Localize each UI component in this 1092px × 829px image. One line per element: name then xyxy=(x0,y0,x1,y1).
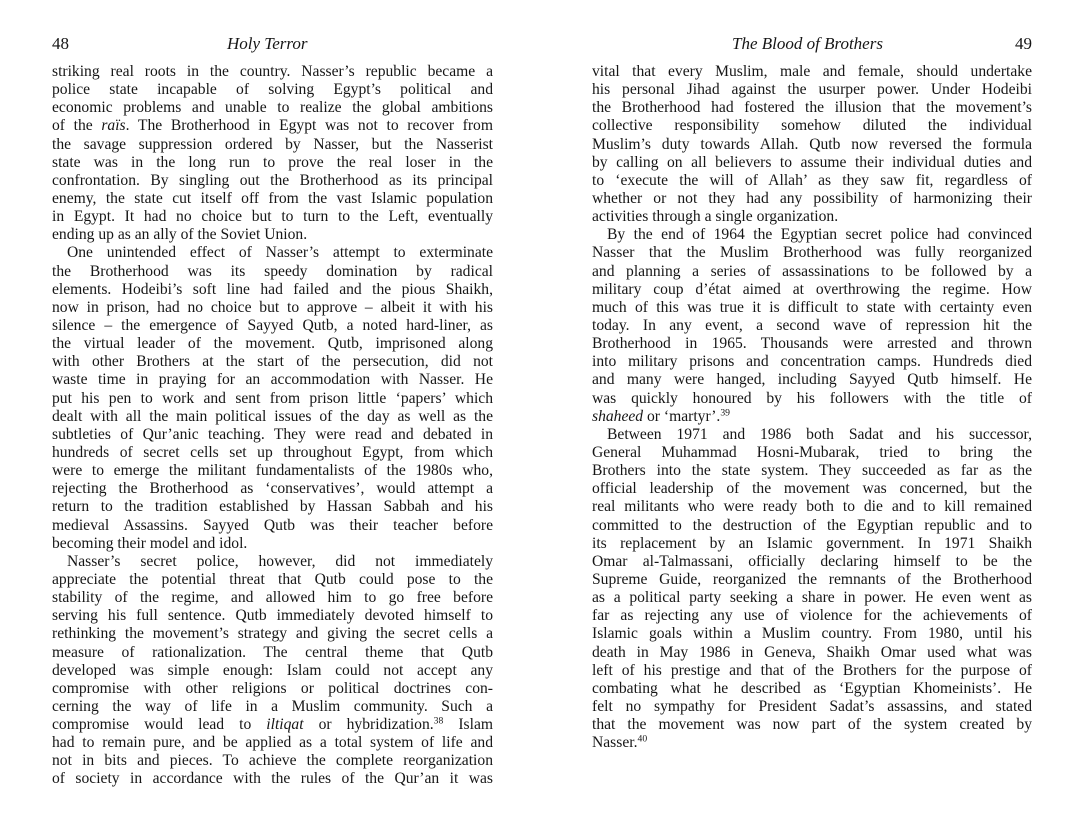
left-text-line xyxy=(52,136,493,154)
right-text-line xyxy=(592,462,1032,480)
right-text-line xyxy=(592,498,1032,516)
left-text-line xyxy=(52,517,493,535)
right-text-line xyxy=(592,408,1032,426)
line-text: collective responsibility somehow diluted the individual xyxy=(592,117,1032,135)
right-text-line xyxy=(592,644,1032,662)
right-text-line xyxy=(592,444,1032,462)
line-text: measure of rationalization. The central theme that Qutb xyxy=(52,643,493,661)
line-text: return to the tradition established by Hassan Sabbah and his xyxy=(52,498,493,516)
line-text: that the movement was now part of the system created by xyxy=(592,716,1032,734)
line-text: enemy, the state cut itself off from the vast Islamic population xyxy=(52,189,493,207)
footnote-ref: 40 xyxy=(637,734,648,745)
left-text-line xyxy=(52,662,493,680)
left-page-header xyxy=(52,34,493,58)
line-text: much of this was true it is difficult to state with certainty even xyxy=(592,298,1032,316)
line-text: cerning the way of life in a Muslim community. Such a xyxy=(52,697,493,715)
line-text: the Brotherhood had fostered the illusion that the movement’s xyxy=(592,99,1032,117)
line-text: combating what he described as ‘Egyptian Khomeinists’. He xyxy=(592,679,1032,697)
line-text: whether or not they had any possibility of harmonizing their xyxy=(592,189,1032,207)
left-text-line xyxy=(52,644,493,662)
line-text: General Muhammad Hosni-Mubarak, tried to bring the xyxy=(592,443,1032,461)
right-text-line xyxy=(592,371,1032,389)
line-text: stability of the regime, and allowed him to go free before xyxy=(52,589,493,607)
line-text: Nasser’s secret police, however, did not immediately xyxy=(67,552,493,570)
left-text-line xyxy=(52,716,493,734)
right-text-line xyxy=(592,625,1032,643)
line-text: felt no sympathy for President Sadat’s assassins, and stated xyxy=(592,697,1032,715)
line-text: Islamic goals within a Muslim country. From 1980, until his xyxy=(592,625,1032,643)
line-text: not in bits and pieces. To achieve the complete reorganization xyxy=(52,752,493,770)
right-text-line xyxy=(592,662,1032,680)
line-text: dealt with all the main political issues of the day as well as the xyxy=(52,407,493,425)
left-text-line xyxy=(52,571,493,589)
left-text-line xyxy=(52,607,493,625)
left-text-line xyxy=(52,734,493,752)
line-text: of the raïs. The Brotherhood in Egypt was not to recover from xyxy=(52,117,493,135)
right-text-line xyxy=(592,553,1032,571)
line-text: Nasser that the Muslim Brotherhood was fully reorganized xyxy=(592,244,1032,262)
right-text-line xyxy=(592,571,1032,589)
right-text-line xyxy=(592,535,1032,553)
right-text-line xyxy=(592,734,1032,752)
left-text-line xyxy=(52,281,493,299)
right-text-line xyxy=(592,480,1032,498)
line-text: the virtual leader of the movement. Qutb, imprisoned along xyxy=(52,335,493,353)
right-text-line xyxy=(592,172,1032,190)
line-text: left of his prestige and that of the Brothers for the purpose of xyxy=(592,661,1032,679)
left-text-line xyxy=(52,444,493,462)
line-text: appreciate the potential threat that Qutb could pose to the xyxy=(52,570,493,588)
right-text-line xyxy=(592,208,1032,226)
left-text-line xyxy=(52,335,493,353)
left-text-line xyxy=(52,390,493,408)
right-text-line xyxy=(592,136,1032,154)
line-text: real militants who were ready both to die and to kill remained xyxy=(592,498,1032,516)
line-text: hundreds of secret cells set up throughout Egypt, from which xyxy=(52,443,493,461)
line-text: becoming their model and idol. xyxy=(52,534,248,552)
line-text: put his pen to work and sent from prison little ‘papers’ which xyxy=(52,389,493,407)
left-text-line xyxy=(52,244,493,262)
line-text: serving his full sentence. Qutb immediately devoted himself to xyxy=(52,607,493,625)
line-text: rethinking the movement’s strategy and giving the secret cells a xyxy=(52,625,493,643)
left-text-line xyxy=(52,498,493,516)
left-text-line xyxy=(52,226,493,244)
line-text: Nasser. xyxy=(592,734,638,752)
left-text-line xyxy=(52,408,493,426)
left-text-line xyxy=(52,299,493,317)
right-text-line xyxy=(592,63,1032,81)
left-text-line xyxy=(52,154,493,172)
line-text: Muslim’s duty towards Allah. Qutb now reversed the formula xyxy=(592,135,1032,153)
line-text: medieval Assassins. Sayyed Qutb was their teacher before xyxy=(52,516,493,534)
line-text: Supreme Guide, reorganized the remnants of the Brotherhood xyxy=(592,570,1032,588)
line-text: striking real roots in the country. Nasser’s republic became a xyxy=(52,63,493,80)
line-text: the savage suppression ordered by Nasser, but the Nasserist xyxy=(52,135,493,153)
right-text-line xyxy=(592,698,1032,716)
right-text-line xyxy=(592,335,1032,353)
right-text-line xyxy=(592,317,1032,335)
right-text-line xyxy=(592,281,1032,299)
left-text-line xyxy=(52,625,493,643)
right-text-line xyxy=(592,353,1032,371)
line-text: as a political party seeking a share in power. He even went as xyxy=(592,589,1032,607)
right-text-line xyxy=(592,716,1032,734)
line-text: vital that every Muslim, male and female, should undertake xyxy=(592,63,1032,80)
line-text: to ‘execute the will of Allah’ as they saw fit, regardless of xyxy=(592,171,1032,189)
left-text-line xyxy=(52,117,493,135)
line-text: far as rejecting any use of violence for the achievements of xyxy=(592,607,1032,625)
left-text-line xyxy=(52,263,493,281)
line-text: official leadership of the movement was concerned, but the xyxy=(592,480,1032,498)
line-text: silence – the emergence of Sayyed Qutb, a noted hard-liner, as xyxy=(52,316,493,334)
right-text-line xyxy=(592,426,1032,444)
left-text-line xyxy=(52,353,493,371)
right-text-line xyxy=(592,190,1032,208)
right-text-line xyxy=(592,99,1032,117)
line-text: into military prisons and concentration camps. Hundreds died xyxy=(592,353,1032,371)
right-text-line xyxy=(592,154,1032,172)
line-text: with other Brothers at the start of the persecution, did not xyxy=(52,353,493,371)
line-text: police state incapable of solving Egypt’s political and xyxy=(52,81,493,99)
left-text-line xyxy=(52,317,493,335)
left-text-line xyxy=(52,63,493,81)
footnote-ref: 38 xyxy=(433,716,444,727)
line-text: had to remain pure, and be applied as a total system of life and xyxy=(52,734,493,752)
line-text: was quickly honoured by his followers with the title of xyxy=(592,389,1032,407)
line-text: Between 1971 and 1986 both Sadat and his successor, xyxy=(607,425,1032,443)
line-text: subtleties of Qur’anic teaching. They were read and debated in xyxy=(52,425,493,443)
left-page xyxy=(52,0,493,829)
left-text-line xyxy=(52,172,493,190)
line-text: and many were hanged, including Sayyed Qutb himself. He xyxy=(592,371,1032,389)
line-text: in Egypt. It had no choice but to turn to the Left, eventually xyxy=(52,208,493,226)
line-text: ending up as an ally of the Soviet Union. xyxy=(52,226,308,244)
right-text-line xyxy=(592,263,1032,281)
line-text: death in May 1986 in Geneva, Shaikh Omar used what was xyxy=(592,643,1032,661)
line-text: committed to the destruction of the Egyptian republic and to xyxy=(592,516,1032,534)
right-page-number: 49 xyxy=(1015,34,1032,53)
line-text: Omar al-Talmassani, officially declaring himself to be the xyxy=(592,552,1032,570)
left-text-line xyxy=(52,208,493,226)
line-text: were to emerge the militant fundamentalists of the 1980s who, xyxy=(52,462,493,480)
line-text: confrontation. By singling out the Brotherhood as its principal xyxy=(52,171,493,189)
left-text-line xyxy=(52,426,493,444)
line-text: By the end of 1964 the Egyptian secret police had convinced xyxy=(607,226,1032,244)
line-text: elements. Hodeibi’s soft line had failed and the pious Shaikh, xyxy=(52,280,493,298)
left-text-line xyxy=(52,81,493,99)
left-text-line xyxy=(52,480,493,498)
line-text: the Brotherhood was its speedy domination by radical xyxy=(52,262,493,280)
left-text-line xyxy=(52,589,493,607)
left-page-text xyxy=(52,63,493,789)
line-text: state was in the long run to prove the real loser in the xyxy=(52,153,493,171)
right-text-line xyxy=(592,117,1032,135)
footnote-ref: 39 xyxy=(720,407,730,419)
line-text-continued: Islam xyxy=(443,716,493,734)
right-page-header xyxy=(592,34,1032,58)
left-text-line xyxy=(52,99,493,117)
left-text-line xyxy=(52,371,493,389)
right-text-line xyxy=(592,81,1032,99)
line-text: One unintended effect of Nasser’s attempt to exterminate xyxy=(67,244,493,262)
line-text: compromise with other religions or political doctrines con- xyxy=(52,679,493,697)
line-text: rejecting the Brotherhood as ‘conservatives’, would attempt a xyxy=(52,480,493,498)
line-text: Brothers into the state system. They succeeded as far as the xyxy=(592,462,1032,480)
line-text: of society in accordance with the rules of the Qur’an it was xyxy=(52,770,493,788)
right-page xyxy=(592,0,1032,829)
left-text-line xyxy=(52,462,493,480)
right-text-line xyxy=(592,299,1032,317)
line-text: Brotherhood in 1965. Thousands were arrested and thrown xyxy=(592,335,1032,353)
right-page-text xyxy=(592,63,1032,752)
line-text: compromise would lead to iltiqat or hybridization. xyxy=(52,716,434,734)
line-text: now in prison, had no choice but to approve – albeit it with his xyxy=(52,298,493,316)
left-text-line xyxy=(52,752,493,770)
left-text-line xyxy=(52,553,493,571)
left-text-line xyxy=(52,680,493,698)
line-text: shaheed or ‘martyr’. xyxy=(592,407,721,425)
left-text-line xyxy=(52,190,493,208)
right-text-line xyxy=(592,517,1032,535)
line-text: activities through a single organization. xyxy=(592,208,839,226)
left-page-number: 48 xyxy=(52,34,69,53)
right-text-line xyxy=(592,390,1032,408)
right-text-line xyxy=(592,589,1032,607)
line-text: today. In any event, a second wave of repression hit the xyxy=(592,316,1032,334)
line-text: developed was simple enough: Islam could not accept any xyxy=(52,661,493,679)
line-text: its replacement by an Islamic government. In 1971 Shaikh xyxy=(592,534,1032,552)
line-text: economic problems and unable to realize the global ambitions xyxy=(52,99,493,117)
line-text: by calling on all believers to assume their individual duties and xyxy=(592,153,1032,171)
right-text-line xyxy=(592,244,1032,262)
line-text: military coup d’état aimed at overthrowing the regime. How xyxy=(592,280,1032,298)
left-text-line xyxy=(52,698,493,716)
right-text-line xyxy=(592,680,1032,698)
line-text: and planning a series of assassinations to be followed by a xyxy=(592,262,1032,280)
left-running-head: Holy Terror xyxy=(227,34,308,53)
right-running-head: The Blood of Brothers xyxy=(732,34,883,53)
right-text-line xyxy=(592,226,1032,244)
line-text: his personal Jihad against the usurper power. Under Hodeibi xyxy=(592,81,1032,99)
line-text: waste time in praying for an accommodation with Nasser. He xyxy=(52,371,493,389)
right-text-line xyxy=(592,607,1032,625)
left-text-line xyxy=(52,535,493,553)
left-text-line xyxy=(52,770,493,788)
